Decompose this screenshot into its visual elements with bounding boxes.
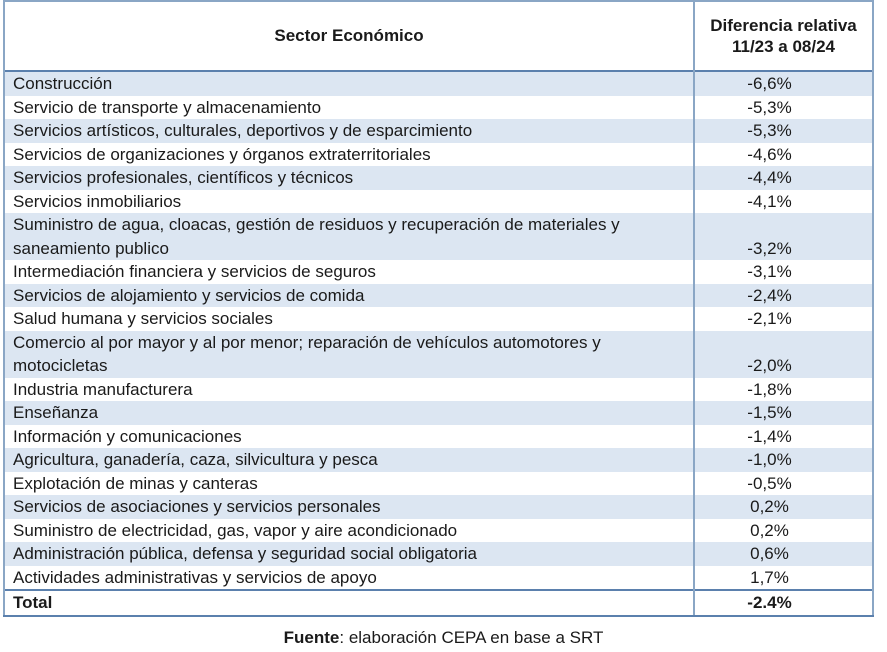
difference-cell: -4,4%: [694, 166, 873, 190]
table-row: [4, 119, 873, 143]
sector-cell: Servicios de asociaciones y servicios personales: [4, 495, 694, 519]
table-row: [4, 566, 873, 591]
table-row: [4, 401, 873, 425]
source-text: : elaboración CEPA en base a SRT: [339, 628, 604, 647]
sector-cell: Servicios artísticos, culturales, deportivos y de esparcimiento: [4, 119, 694, 143]
difference-cell: -1,0%: [694, 448, 873, 472]
sector-table: [3, 0, 874, 617]
sector-cell: Información y comunicaciones: [4, 425, 694, 449]
table-row: [4, 190, 873, 214]
table-body: [4, 71, 873, 616]
difference-cell: -2,0%: [694, 331, 873, 378]
difference-cell: -1,5%: [694, 401, 873, 425]
sector-cell: Intermediación financiera y servicios de seguros: [4, 260, 694, 284]
difference-cell: -3,1%: [694, 260, 873, 284]
table-header-row: [4, 1, 873, 71]
table-row: [4, 519, 873, 543]
table-row: [4, 96, 873, 120]
sector-cell: Agricultura, ganadería, caza, silvicultura y pesca: [4, 448, 694, 472]
difference-cell: -5,3%: [694, 119, 873, 143]
source-note: [0, 628, 887, 648]
sector-cell: Construcción: [4, 71, 694, 96]
sector-cell: Enseñanza: [4, 401, 694, 425]
table-row: [4, 213, 873, 260]
difference-cell: 1,7%: [694, 566, 873, 591]
table-row: [4, 284, 873, 308]
header-difference-text: Diferencia relativa 11/23 a 08/24: [710, 16, 857, 56]
difference-cell: -4,1%: [694, 190, 873, 214]
difference-cell: -4,6%: [694, 143, 873, 167]
table-row: [4, 378, 873, 402]
sector-cell: Servicios de alojamiento y servicios de comida: [4, 284, 694, 308]
total-value: -2.4%: [694, 590, 873, 616]
sector-cell: Servicio de transporte y almacenamiento: [4, 96, 694, 120]
sector-cell: Administración pública, defensa y seguridad social obligatoria: [4, 542, 694, 566]
sector-cell: Explotación de minas y canteras: [4, 472, 694, 496]
difference-cell: -6,6%: [694, 71, 873, 96]
total-label: Total: [4, 590, 694, 616]
sector-cell: Suministro de electricidad, gas, vapor y aire acondicionado: [4, 519, 694, 543]
table-row: [4, 495, 873, 519]
difference-cell: -1,8%: [694, 378, 873, 402]
header-sector: Sector Económico: [4, 1, 694, 71]
sector-cell: Servicios profesionales, científicos y técnicos: [4, 166, 694, 190]
sector-cell: Servicios inmobiliarios: [4, 190, 694, 214]
table-row: [4, 448, 873, 472]
source-label: Fuente: [283, 628, 340, 647]
difference-cell: -3,2%: [694, 213, 873, 260]
table-row: [4, 166, 873, 190]
sector-cell: Industria manufacturera: [4, 378, 694, 402]
sector-cell: Actividades administrativas y servicios de apoyo: [4, 566, 694, 591]
table-row: [4, 472, 873, 496]
sector-table-container: [3, 0, 872, 617]
difference-cell: -2,4%: [694, 284, 873, 308]
table-row: [4, 307, 873, 331]
table-row: [4, 542, 873, 566]
sector-cell: Salud humana y servicios sociales: [4, 307, 694, 331]
difference-cell: 0,2%: [694, 495, 873, 519]
table-row: [4, 260, 873, 284]
difference-cell: -1,4%: [694, 425, 873, 449]
table-row: [4, 425, 873, 449]
sector-cell: Comercio al por mayor y al por menor; reparación de vehículos automotores y motocicletas: [4, 331, 694, 378]
difference-cell: -2,1%: [694, 307, 873, 331]
total-row: [4, 590, 873, 616]
sector-cell: Servicios de organizaciones y órganos extraterritoriales: [4, 143, 694, 167]
difference-cell: -0,5%: [694, 472, 873, 496]
table-row: [4, 143, 873, 167]
difference-cell: 0,6%: [694, 542, 873, 566]
table-row: [4, 71, 873, 96]
header-difference: [694, 1, 873, 71]
difference-cell: -5,3%: [694, 96, 873, 120]
sector-cell: Suministro de agua, cloacas, gestión de residuos y recuperación de materiales y saneamiento publico: [4, 213, 694, 260]
difference-cell: 0,2%: [694, 519, 873, 543]
table-row: [4, 331, 873, 378]
